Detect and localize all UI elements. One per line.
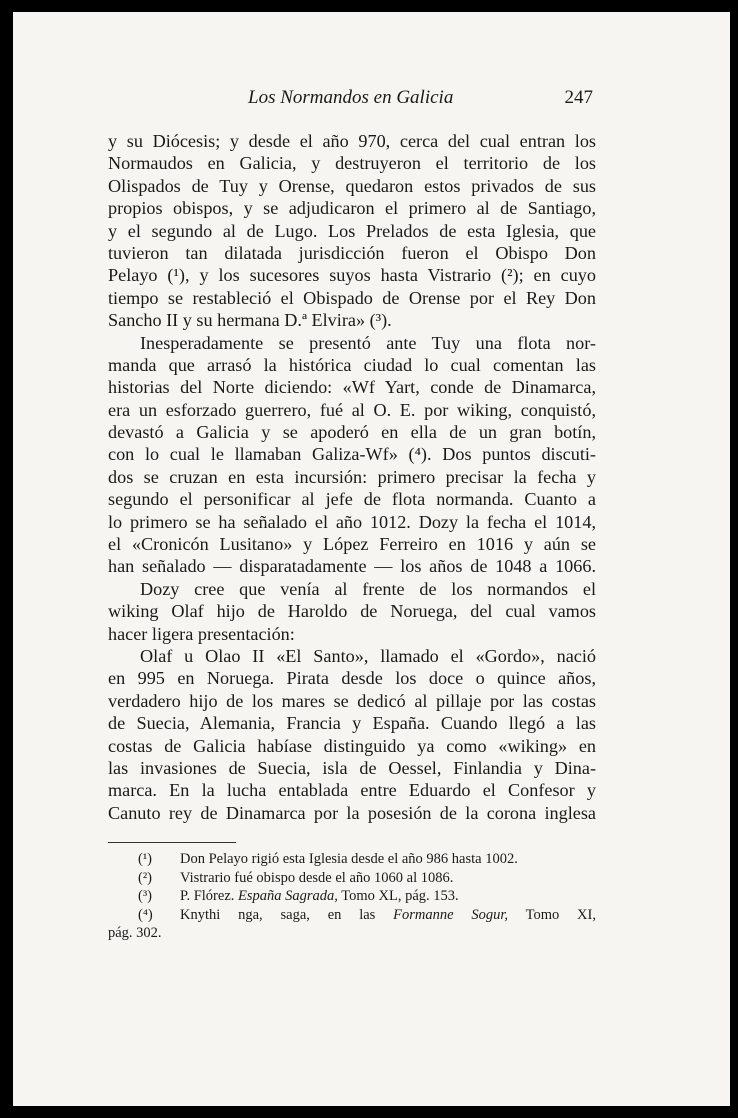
text-line: lo primero se ha señalado el año 1012. Dozy la fecha el 1014, [108, 511, 596, 532]
book-page [13, 12, 730, 1106]
text-line: Inesperadamente se presentó ante Tuy una flota nor- [140, 332, 596, 353]
text-line: marca. En la lucha entablada entre Eduardo el Confesor y [108, 780, 596, 801]
text-line: manda que arrasó la histórica ciudad lo cual comentan las [108, 354, 596, 375]
text-line: tuvieron tan dilatada jurisdicción fueron el Obispo Don [108, 242, 596, 263]
text-line: han señalado — disparatadamente — los años de 1048 a 1066. [108, 556, 596, 577]
text-line: Sancho II y su hermana D.ª Elvira» (³). [108, 310, 392, 331]
text-line: y el segundo al de Lugo. Los Prelados de esta Iglesia, que [108, 220, 596, 241]
footnote-text: P. Flórez. [180, 888, 235, 904]
footnote-title: Formanne Sogur, [393, 906, 509, 923]
footnote-3 [108, 887, 596, 906]
footnote-mark: (³) [138, 888, 153, 904]
text-line: propios obispos, y se adjudicaron el primero al de Santiago, [108, 198, 596, 219]
footnote-text: Knythi nga, saga, en las [180, 906, 376, 923]
text-line: Dozy cree que venía al frente de los normandos el [140, 578, 596, 599]
footnote-4 [108, 906, 596, 925]
text-line: hacer ligera presentación: [108, 623, 295, 644]
footnote-text: Tomo XI, [525, 906, 596, 923]
footnote-1 [108, 850, 596, 869]
text-line: dos se cruzan en esta incursión: primero precisar la fecha y [108, 466, 596, 487]
footnote-text: Vistrario fué obispo desde el año 1060 al 1086. [180, 869, 454, 886]
footnotes [108, 850, 596, 943]
footnote-rule [108, 842, 236, 843]
text-line: Pelayo (¹), y los sucesores suyos hasta Vistrario (²); en cuyo [108, 265, 596, 286]
text-line: tiempo se restableció el Obispado de Orense por el Rey Don [108, 287, 596, 308]
page-header [108, 87, 598, 111]
text-line: segundo el personificar al jefe de flota normanda. Cuanto a [108, 489, 596, 510]
text-line: devastó a Galicia y se apoderó en ella de un gran botín, [108, 422, 596, 443]
footnote-4-continuation: pág. 302. [108, 925, 162, 941]
text-line: historias del Norte diciendo: «Wf Yart, conde de Dinamarca, [108, 377, 596, 398]
footnote-mark: (¹) [138, 851, 153, 867]
text-line: era un esforzado guerrero, fué al O. E. por wiking, conquistó, [108, 399, 596, 420]
footnote-2 [108, 869, 596, 888]
text-line: Canuto rey de Dinamarca por la posesión de la corona inglesa [108, 802, 596, 823]
footnote-mark: (⁴) [138, 906, 153, 923]
text-line: las invasiones de Suecia, isla de Oessel, Finlandia y Dina- [108, 757, 596, 778]
footnote-text: Don Pelayo rigió esta Iglesia desde el año 986 hasta 1002. [180, 851, 518, 867]
text-line: con lo cual le llamaban Galiza-Wf» (⁴). Dos puntos discuti- [108, 444, 596, 465]
body-text [108, 130, 596, 824]
running-title: Los Normandos en Galicia [248, 87, 454, 108]
text-line: Normaudos en Galicia, y destruyeron el territorio de los [108, 153, 596, 174]
footnote-title: España Sagrada, [238, 888, 338, 904]
text-line: y su Diócesis; y desde el año 970, cerca del cual entran los [108, 131, 596, 151]
text-line: en 995 en Noruega. Pirata desde los doce o quince años, [108, 668, 596, 689]
page-number: 247 [564, 87, 593, 108]
text-line: wiking Olaf hijo de Haroldo de Noruega, del cual vamos [108, 601, 596, 622]
text-line: de Suecia, Alemania, Francia y España. Cuando llegó a las [108, 713, 596, 734]
text-line: Olispados de Tuy y Orense, quedaron estos privados de sus [108, 175, 596, 196]
text-line: costas de Galicia habíase distinguido ya como «wiking» en [108, 735, 596, 756]
text-line: Olaf u Olao II «El Santo», llamado el «Gordo», nació [140, 645, 596, 666]
text-line: el «Cronicón Lusitano» y López Ferreiro en 1016 y aún se [108, 534, 596, 555]
footnote-mark: (²) [138, 869, 153, 886]
text-line: verdadero hijo de los mares se dedicó al pillaje por las costas [108, 690, 596, 711]
footnote-text: Tomo XL, pág. 153. [341, 888, 459, 904]
